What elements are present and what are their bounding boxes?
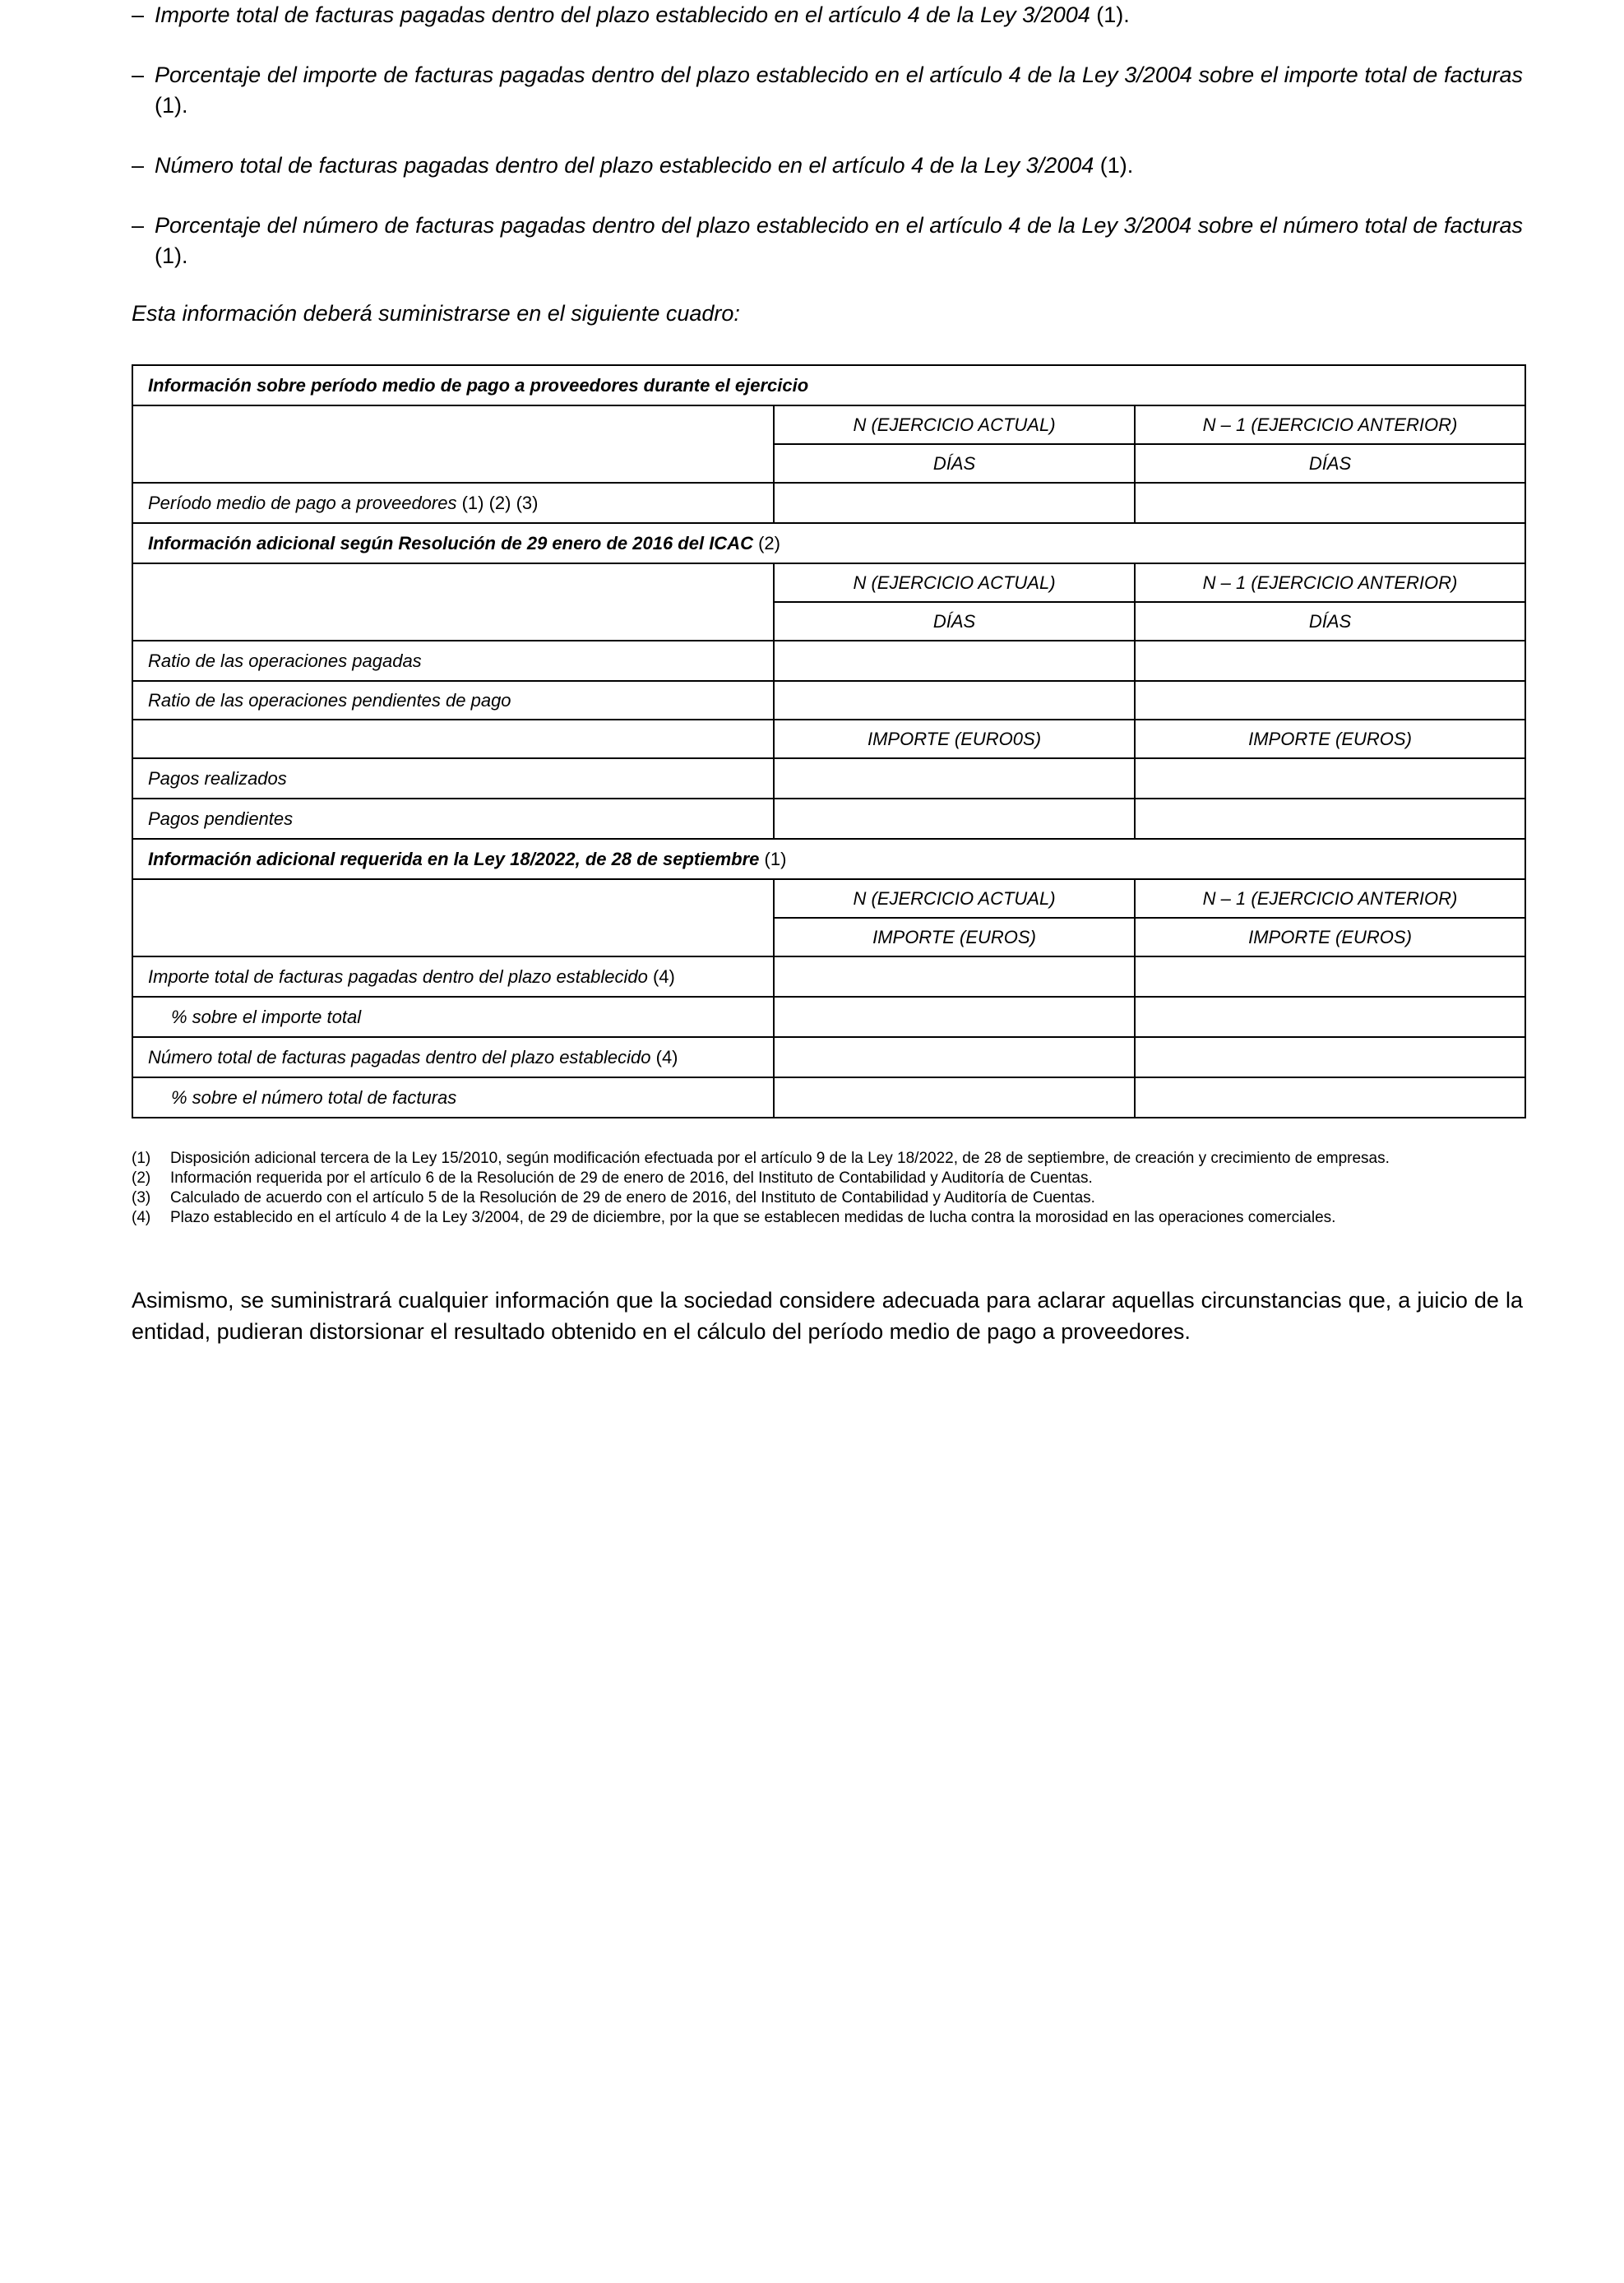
value-cell xyxy=(774,997,1135,1037)
bullet-dash: – xyxy=(132,213,145,238)
empty-cell xyxy=(132,879,774,956)
col-header-actual: N (EJERCICIO ACTUAL) xyxy=(774,563,1135,602)
value-cell xyxy=(1135,956,1525,997)
table-row xyxy=(132,1077,1525,1118)
footnote xyxy=(132,1188,1529,1208)
bullet-text: Porcentaje del importe de facturas pagadas dentro del plazo establecido en el artículo 4 de la Ley 3/2004 sobre el importe total de facturas xyxy=(155,63,1523,87)
unit-header-dias: DÍAS xyxy=(1135,444,1525,483)
row-label-pct-importe: % sobre el importe total xyxy=(132,997,774,1037)
col-header-anterior: N – 1 (EJERCICIO ANTERIOR) xyxy=(1135,879,1525,918)
unit-header-dias: DÍAS xyxy=(774,444,1135,483)
bullet-ref: (1). xyxy=(1094,153,1134,178)
value-cell xyxy=(1135,641,1525,681)
col-header-actual: N (EJERCICIO ACTUAL) xyxy=(774,405,1135,444)
footnote-number: (4) xyxy=(132,1209,151,1226)
footnote-text: Información requerida por el artículo 6 de la Resolución de 29 de enero de 2016, del Instituto de Contabilidad y Auditoría de Cuentas. xyxy=(170,1169,1093,1187)
value-cell xyxy=(1135,1037,1525,1077)
row-label-pmp: Período medio de pago a proveedores (1) (2) (3) xyxy=(132,483,774,523)
bullet-dash: – xyxy=(132,63,145,87)
col-header-anterior: N – 1 (EJERCICIO ANTERIOR) xyxy=(1135,563,1525,602)
footnote-number: (1) xyxy=(132,1150,151,1167)
unit-header-dias: DÍAS xyxy=(774,602,1135,641)
value-cell xyxy=(774,483,1135,523)
section-title-ley: Información adicional requerida en la Ley 18/2022, de 28 de septiembre (1) xyxy=(132,839,1525,879)
value-cell xyxy=(774,799,1135,839)
value-cell xyxy=(774,641,1135,681)
unit-header-importe: IMPORTE (EUROS) xyxy=(774,918,1135,956)
bullet-ref: (1). xyxy=(155,243,188,268)
row-label-pagos-pendientes: Pagos pendientes xyxy=(132,799,774,839)
row-label-importe-total: Importe total de facturas pagadas dentro del plazo establecido (4) xyxy=(132,956,774,997)
empty-cell xyxy=(132,563,774,641)
col-header-anterior: N – 1 (EJERCICIO ANTERIOR) xyxy=(1135,405,1525,444)
value-cell xyxy=(774,1077,1135,1118)
footnote-text: Plazo establecido en el artículo 4 de la Ley 3/2004, de 29 de diciembre, por la que se establecen medidas de lucha contra la morosidad en las operaciones comerciales. xyxy=(170,1209,1336,1226)
closing-paragraph: Asimismo, se suministrará cualquier información que la sociedad considere adecuada para aclarar aquellas circunstancias que, a juicio de la entidad, pudieran distorsionar el resultado obtenido en el cálculo del período medio de pago a proveedores. xyxy=(132,1288,1523,1344)
footnote xyxy=(132,1169,1529,1188)
table-row xyxy=(132,799,1525,839)
bullet-dash: – xyxy=(132,153,145,178)
value-cell xyxy=(774,758,1135,799)
value-cell xyxy=(774,681,1135,720)
section-title-pmp: Información sobre período medio de pago a proveedores durante el ejercicio xyxy=(132,365,1525,405)
bullet-ref: (1). xyxy=(155,93,188,118)
row-label-ratio-pagadas: Ratio de las operaciones pagadas xyxy=(132,641,774,681)
bullet-text: Porcentaje del número de facturas pagadas dentro del plazo establecido en el artículo 4 de la Ley 3/2004 sobre el número total de facturas xyxy=(155,213,1523,238)
empty-cell xyxy=(132,720,774,758)
value-cell xyxy=(1135,799,1525,839)
column-header-row xyxy=(132,563,1525,602)
column-header-row xyxy=(132,405,1525,444)
row-label-numero-total: Número total de facturas pagadas dentro del plazo establecido (4) xyxy=(132,1037,774,1077)
table-row xyxy=(132,681,1525,720)
value-cell xyxy=(774,956,1135,997)
value-cell xyxy=(1135,681,1525,720)
footnote-number: (2) xyxy=(132,1169,151,1187)
payment-period-table xyxy=(132,364,1526,1118)
table-row xyxy=(132,641,1525,681)
footnote xyxy=(132,1208,1529,1228)
footnote-text: Disposición adicional tercera de la Ley 15/2010, según modificación efectuada por el artículo 9 de la Ley 18/2022, de 28 de septiembre, de creación y crecimiento de empresas. xyxy=(170,1150,1390,1167)
table-row xyxy=(132,1037,1525,1077)
intro-text: Esta información deberá suministrarse en el siguiente cuadro: xyxy=(132,301,740,326)
empty-cell xyxy=(132,405,774,483)
table-row xyxy=(132,956,1525,997)
value-cell xyxy=(1135,758,1525,799)
bullet-dash: – xyxy=(132,2,145,27)
bullet-item xyxy=(132,211,1523,271)
row-label-pagos-realizados: Pagos realizados xyxy=(132,758,774,799)
bullet-text: Importe total de facturas pagadas dentro del plazo establecido en el artículo 4 de la Ley 3/2004 xyxy=(155,2,1090,27)
bullet-item xyxy=(132,60,1523,121)
section-header-row xyxy=(132,365,1525,405)
footnote-text: Calculado de acuerdo con el artículo 5 de la Resolución de 29 de enero de 2016, del Instituto de Contabilidad y Auditoría de Cuentas. xyxy=(170,1189,1095,1206)
value-cell xyxy=(1135,483,1525,523)
unit-header-importe: IMPORTE (EUROS) xyxy=(1135,720,1525,758)
footnotes xyxy=(132,1149,1529,1228)
footnote xyxy=(132,1149,1529,1169)
footnote-number: (3) xyxy=(132,1189,151,1206)
value-cell xyxy=(1135,1077,1525,1118)
bullet-item xyxy=(132,151,1523,181)
col-header-actual: N (EJERCICIO ACTUAL) xyxy=(774,879,1135,918)
section-title-icac: Información adicional según Resolución de 29 enero de 2016 del ICAC (2) xyxy=(132,523,1525,563)
section-header-row xyxy=(132,839,1525,879)
bullet-list xyxy=(132,0,1523,301)
section-header-row xyxy=(132,523,1525,563)
bullet-text: Número total de facturas pagadas dentro del plazo establecido en el artículo 4 de la Ley 3/2004 xyxy=(155,153,1094,178)
bullet-item xyxy=(132,0,1523,30)
bullet-ref: (1). xyxy=(1090,2,1130,27)
value-cell xyxy=(1135,997,1525,1037)
unit-header-importe: IMPORTE (EURO0S) xyxy=(774,720,1135,758)
table-row xyxy=(132,483,1525,523)
value-cell xyxy=(774,1037,1135,1077)
row-label-ratio-pendientes: Ratio de las operaciones pendientes de pago xyxy=(132,681,774,720)
row-label-pct-numero: % sobre el número total de facturas xyxy=(132,1077,774,1118)
table-row xyxy=(132,758,1525,799)
column-header-row xyxy=(132,879,1525,918)
unit-header-dias: DÍAS xyxy=(1135,602,1525,641)
table-row xyxy=(132,997,1525,1037)
unit-header-row xyxy=(132,720,1525,758)
unit-header-importe: IMPORTE (EUROS) xyxy=(1135,918,1525,956)
